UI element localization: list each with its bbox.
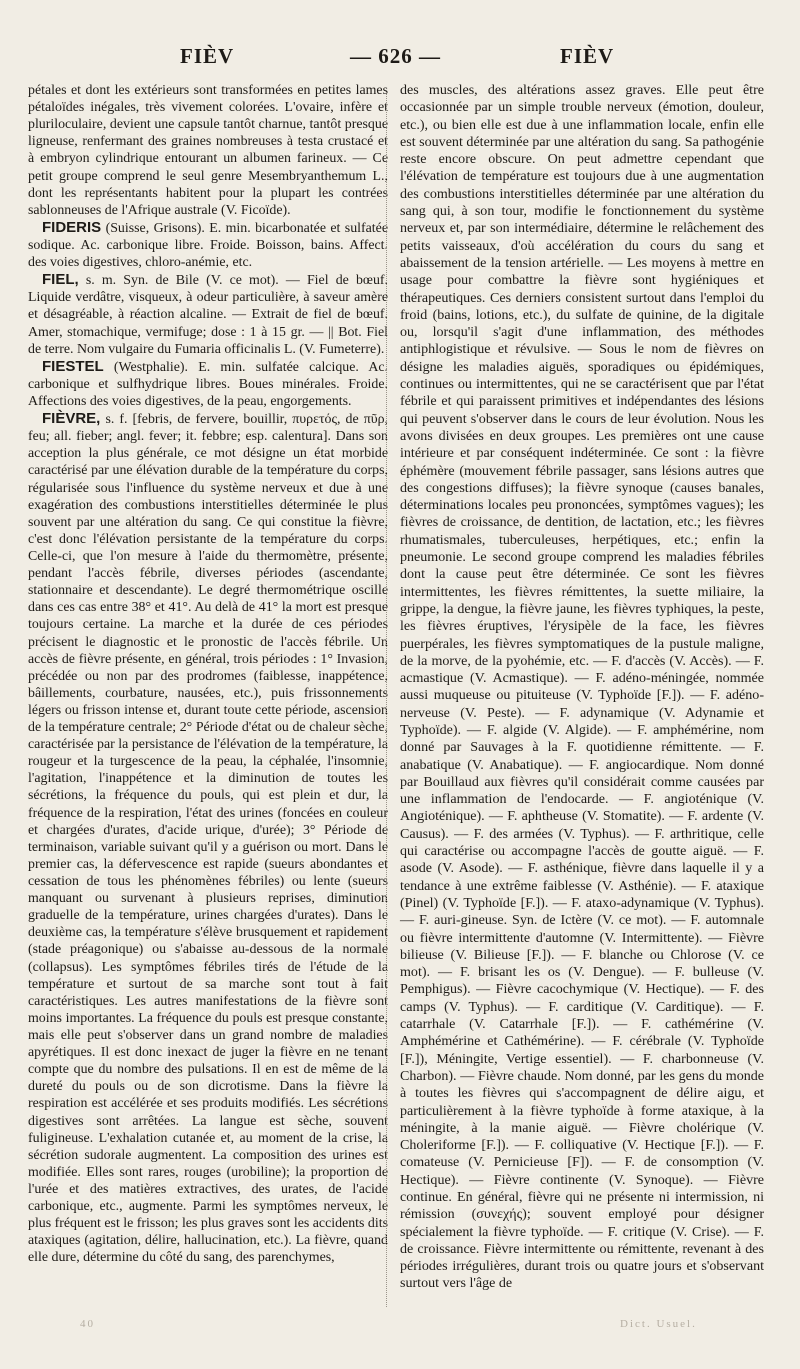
entry-fideris [28,219,388,271]
entry-body: (Suisse, Grisons). E. min. bicarbonatée et sulfatée sodique. Ac. carbonique libre. Froide. Boisson, bains. Affect. des voies digestives, chloro-anémie, etc. [28,220,388,271]
left-column [28,82,388,1267]
entry-fiel [28,271,388,358]
headword: FIÈVRE, [42,410,101,428]
page-footer [80,1318,740,1338]
entry-body: s. m. Syn. de Bile (V. ce mot). — Fiel de bœuf. Liquide verdâtre, visqueux, à odeur particulière, à saveur amère et désagréable, à réaction alcaline. — Extrait de fiel de bœuf. Amer, stomachique, vermifuge; dose : 1 à 15 gr. — || Bot. Fiel de terre. Nom vulgaire du Fumaria officinalis L. (V. Fumeterre). [28,273,388,357]
headword: FIDERIS [42,218,102,236]
page-number: — 626 — [350,44,441,68]
headword: FIEL, [42,271,79,289]
headword: FIESTEL [42,357,104,375]
entry-body: s. f. [febris, de fervere, bouillir, πυρετός, de πῦρ, feu; all. fieber; angl. fever; it. febbre; esp. calentura]. Dans son acception la plus générale, ce mot désigne un état morbide caractérisé par une élévation durable de la température du corps, régularisée sous l'influence du système nerveux et due à une exagération des combustions interstitielles déterminée le plus souvent par une altération du sang. Ce qui constitue la fièvre, c'est donc l'élévation persistante de la température du corps. Celle-ci, que l'on mesure à l'aide du thermomètre, présente, pendant l'accès fébrile, diverses périodes (ascendante, stationnaire et descendante). Le degré thermométrique oscille dans ces cas entre 38° et 41°. Au delà de 41° la mort est presque toujours certaine. La marche et la durée de ces périodes précisent le diagnostic et le pronostic de l'accès fébrile. Un accès de fièvre présente, en général, trois périodes : 1° Invasion, précédée ou non par des prodromes (faiblesse, inappétence, bâillements, courbature, nausées, etc.), puis frissonnements légers ou frisson intense et, durant toute cette période, ascension de la température centrale; 2° Période d'état ou de chaleur sèche, caractérisée par la persistance de l'élévation de la température, la rougeur et la turgescence de la peau, la céphalée, l'insomnie, l'agitation, l'inappétence et la diminution de toutes les sécrétions, la fréquence du pouls, qui est plein et dur, la fréquence de la respiration, l'état des urines (foncées en couleur et chargées d'urates, d'acide urique, d'urée); 3° Période de terminaison, variable suivant qu'il y a guérison ou mort. Dans le premier cas, la défervescence est rapide (sueurs abondantes et cessation de tous les phénomènes fébriles) ou lente (sueurs manquant ou survenant à plusieurs reprises, diminution graduelle de la température, urines chargées d'urates). Dans le deuxième cas, la température s'élève brusquement et rapidement (stade préagonique) ou s'abaisse au-dessous de la normale (collapsus). Les symptômes fébriles tirés de l'étude de la température et surtout de sa marche sont tout à fait caractéristiques. Les autres manifestations de la fièvre sont moins importantes. La fréquence du pouls est presque constante, mais elle peut s'observer dans un grand nombre de maladies apyrétiques. Il est donc inexact de juger la fièvre en ne tenant compte que du nombre des pulsations. Il en est de même de la dureté du pouls ou de son dicrotisme. Dans la fièvre la respiration est accélérée et ses produits modifiés. Les sécrétions digestives sont arrêtées. La langue est sèche, souvent fuligineuse. L'exhalation cutanée et, au moment de la crise, la sécrétion sudorale augmentent. La composition des urines est modifiée. Elles sont rares, rouges (urobiline); la proportion de l'urée et des matières extractives, des urates, de l'acide carbonique, etc., augmente. Parmi les symptômes nerveux, le plus fréquent est le frisson; les plus graves sont les accidents dits ataxiques (agitation, délire, hallucination, etc.). La fièvre, quand elle dure, détermine du côté du sang, des parenchymes, [28,412,388,1266]
footer-title: Dict. Usuel. [620,1318,697,1330]
entry-fievre [28,410,388,1266]
running-head-right: FIÈV [560,44,615,68]
signature-mark: 40 [80,1318,95,1330]
entry-body: (Westphalie). E. min. sulfatée calcique. Ac. carbonique et sulfhydrique libres. Boues minérales. Froide. Affections des voies digestives, de la peau, engorgements. [28,359,388,409]
running-head-left: FIÈV [180,44,235,68]
right-column [400,82,764,1293]
entry-fievre-continued: des muscles, des altérations assez graves. Elle peut être occasionnée par un simple trouble nerveux (émotion, douleur, etc.), ou bien elle est due à une inflammation locale, enfin elle est souvent déterminée par une altération du sang. Sa pathogénie reste encore obscure. On peut admettre cependant que l'élévation de température est toujours due à une augmentation des combustions interstitielles déterminée par une altération du sang qui, à son tour, modifie le fonctionnement du système nerveux et, par son intermédiaire, détermine le relâchement des petits vaisseaux, d'où accélération du cours du sang et abaissement de la tension artérielle. — Les moyens à mettre en usage pour combattre la fièvre sont hygiéniques et thérapeutiques. Ces derniers consistent surtout dans l'emploi du froid (bains, lotions, etc.), du sulfate de quinine, de la digitale ou, lorsqu'il s'agit d'une inflammation, des méthodes antiphlogistique et révulsive. — Sous le nom de fièvres on désigne les maladies aiguës, sporadiques ou épidémiques, continues ou intermittentes, qui ne se caractérisent que par l'état fébrile et qui paraissent primitives et indépendantes des lésions qui peuvent s'observer dans le cours de leur évolution. Nous les avons divisées en deux groupes. Les premières ont une cause intérieure et par conséquent indéterminée. Ce sont : la fièvre éphémère (mouvement fébrile passager, sans lésions autres que des congestions diffuses); la fièvre synoque (causes banales, déterminations locales peu prononcées, symptômes vagues); les fièvres de croissance, de dentition, de lactation, etc.; les fièvres rhumatismales, tuberculeuses, herpétiques, etc.; enfin la pneumonie. Le second groupe comprend les maladies fébriles dont la cause peut être déterminée. Ce sont les fièvres intermittentes, les fièvres rémittentes, la suette miliaire, la grippe, la dengue, la fièvre jaune, les fièvres typhiques, la peste, les fièvres éruptives, l'érysipèle de la face, les fièvres puerpérales, les fièvres symptomatiques de la pustule maligne, de la morve, de la pyohémie, etc. — F. d'accès (V. Accès). — F. acmastique (V. Acmastique). — F. adéno-méningée, nommée aussi muqueuse ou pituiteuse (V. Typhoïde [F.]). — F. adéno-nerveuse (V. Peste). — F. adynamique (V. Adynamie et Typhoïde). — F. algide (V. Algide). — F. amphémérine, nom donné par Sauvages à la F. quotidienne rémittente. — F. anabatique (V. Anabatique). — F. angiocardique. Nom donné par Bouillaud aux fièvres qu'il considérait comme causées par une inflammation de l'endocarde. — F. angioténique (V. Angioténique). — F. aphtheuse (V. Stomatite). — F. ardente (V. Causus). — F. des armées (V. Typhus). — F. arthritique, celle qui caractérise ou accompagne l'accès de goutte aiguë. — F. asode (V. Asode). — F. asthénique, fièvre dans laquelle il y a tendance à une extrême faiblesse (V. Asthénie). — F. ataxique (Pinel) (V. Typhoïde [F.]). — F. ataxo-adynamique (V. Typhus). — F. auri-gineuse. Syn. de Ictère (V. ce mot). — F. automnale ou fièvre intermittente d'automne (V. Intermittente). — Fièvre bilieuse (V. Bilieuse [F.]). — F. blanche ou Chlorose (V. ce mot). — F. brisant les os (V. Dengue). — F. bulleuse (V. Pemphigus). — Fièvre cacochymique (V. Hectique). — F. des camps (V. Typhus). — F. carditique (V. Carditique). — F. catarrhale (V. Catarrhale [F.]). — F. cathémérine (V. Amphémérine et Cathémérine). — F. cérébrale (V. Typhoïde [F.]), Méningite, Vertige essentiel). — F. charbonneuse (V. Charbon). — Fièvre chaude. Nom donné, par les gens du monde à toutes les fièvres qui s'accompagnent de délire aigu, et particulièrement à la fièvre typhoïde à forme ataxique, à la méningite, à la manie aiguë. — Fièvre cholérique (V. Choleriforme [F.]). — F. colliquative (V. Hectique [F.]). — F. comateuse (V. Pernicieuse [F]). — F. de consomption (V. Hectique). — Fièvre continente (V. Synoque). — Fièvre continue. En général, fièvre qui ne présente ni intermission, ni rémission (συνεχής); souvent employé pour désigner spécialement la fièvre typhoïde. — F. critique (V. Crise). — F. de croissance. Fièvre intermittente ou rémittente, revenant à des périodes irrégulières, durant trois ou quatre jours et s'observant surtout vers l'âge de [400,82,764,1292]
page-header [0,44,800,78]
entry-fiestel [28,358,388,410]
column-divider [386,92,387,1307]
entry-continuation: pétales et dont les extérieurs sont transformées en petites lames pétaloïdes inégales, très vivement colorées. L'ovaire, infère et pluriloculaire, devient une capsule tantôt charnue, tantôt presque ligneuse, renfermant des graines nombreuses à testa crustacé et à embryon cylindrique entourant un albumen farineux. — Ce petit groupe comprend le seul genre Mesembryanthemum L., dont les représentants habitent pour la plupart les contrées sablonneuses de l'Afrique australe (V. Ficoïde). [28,83,388,218]
